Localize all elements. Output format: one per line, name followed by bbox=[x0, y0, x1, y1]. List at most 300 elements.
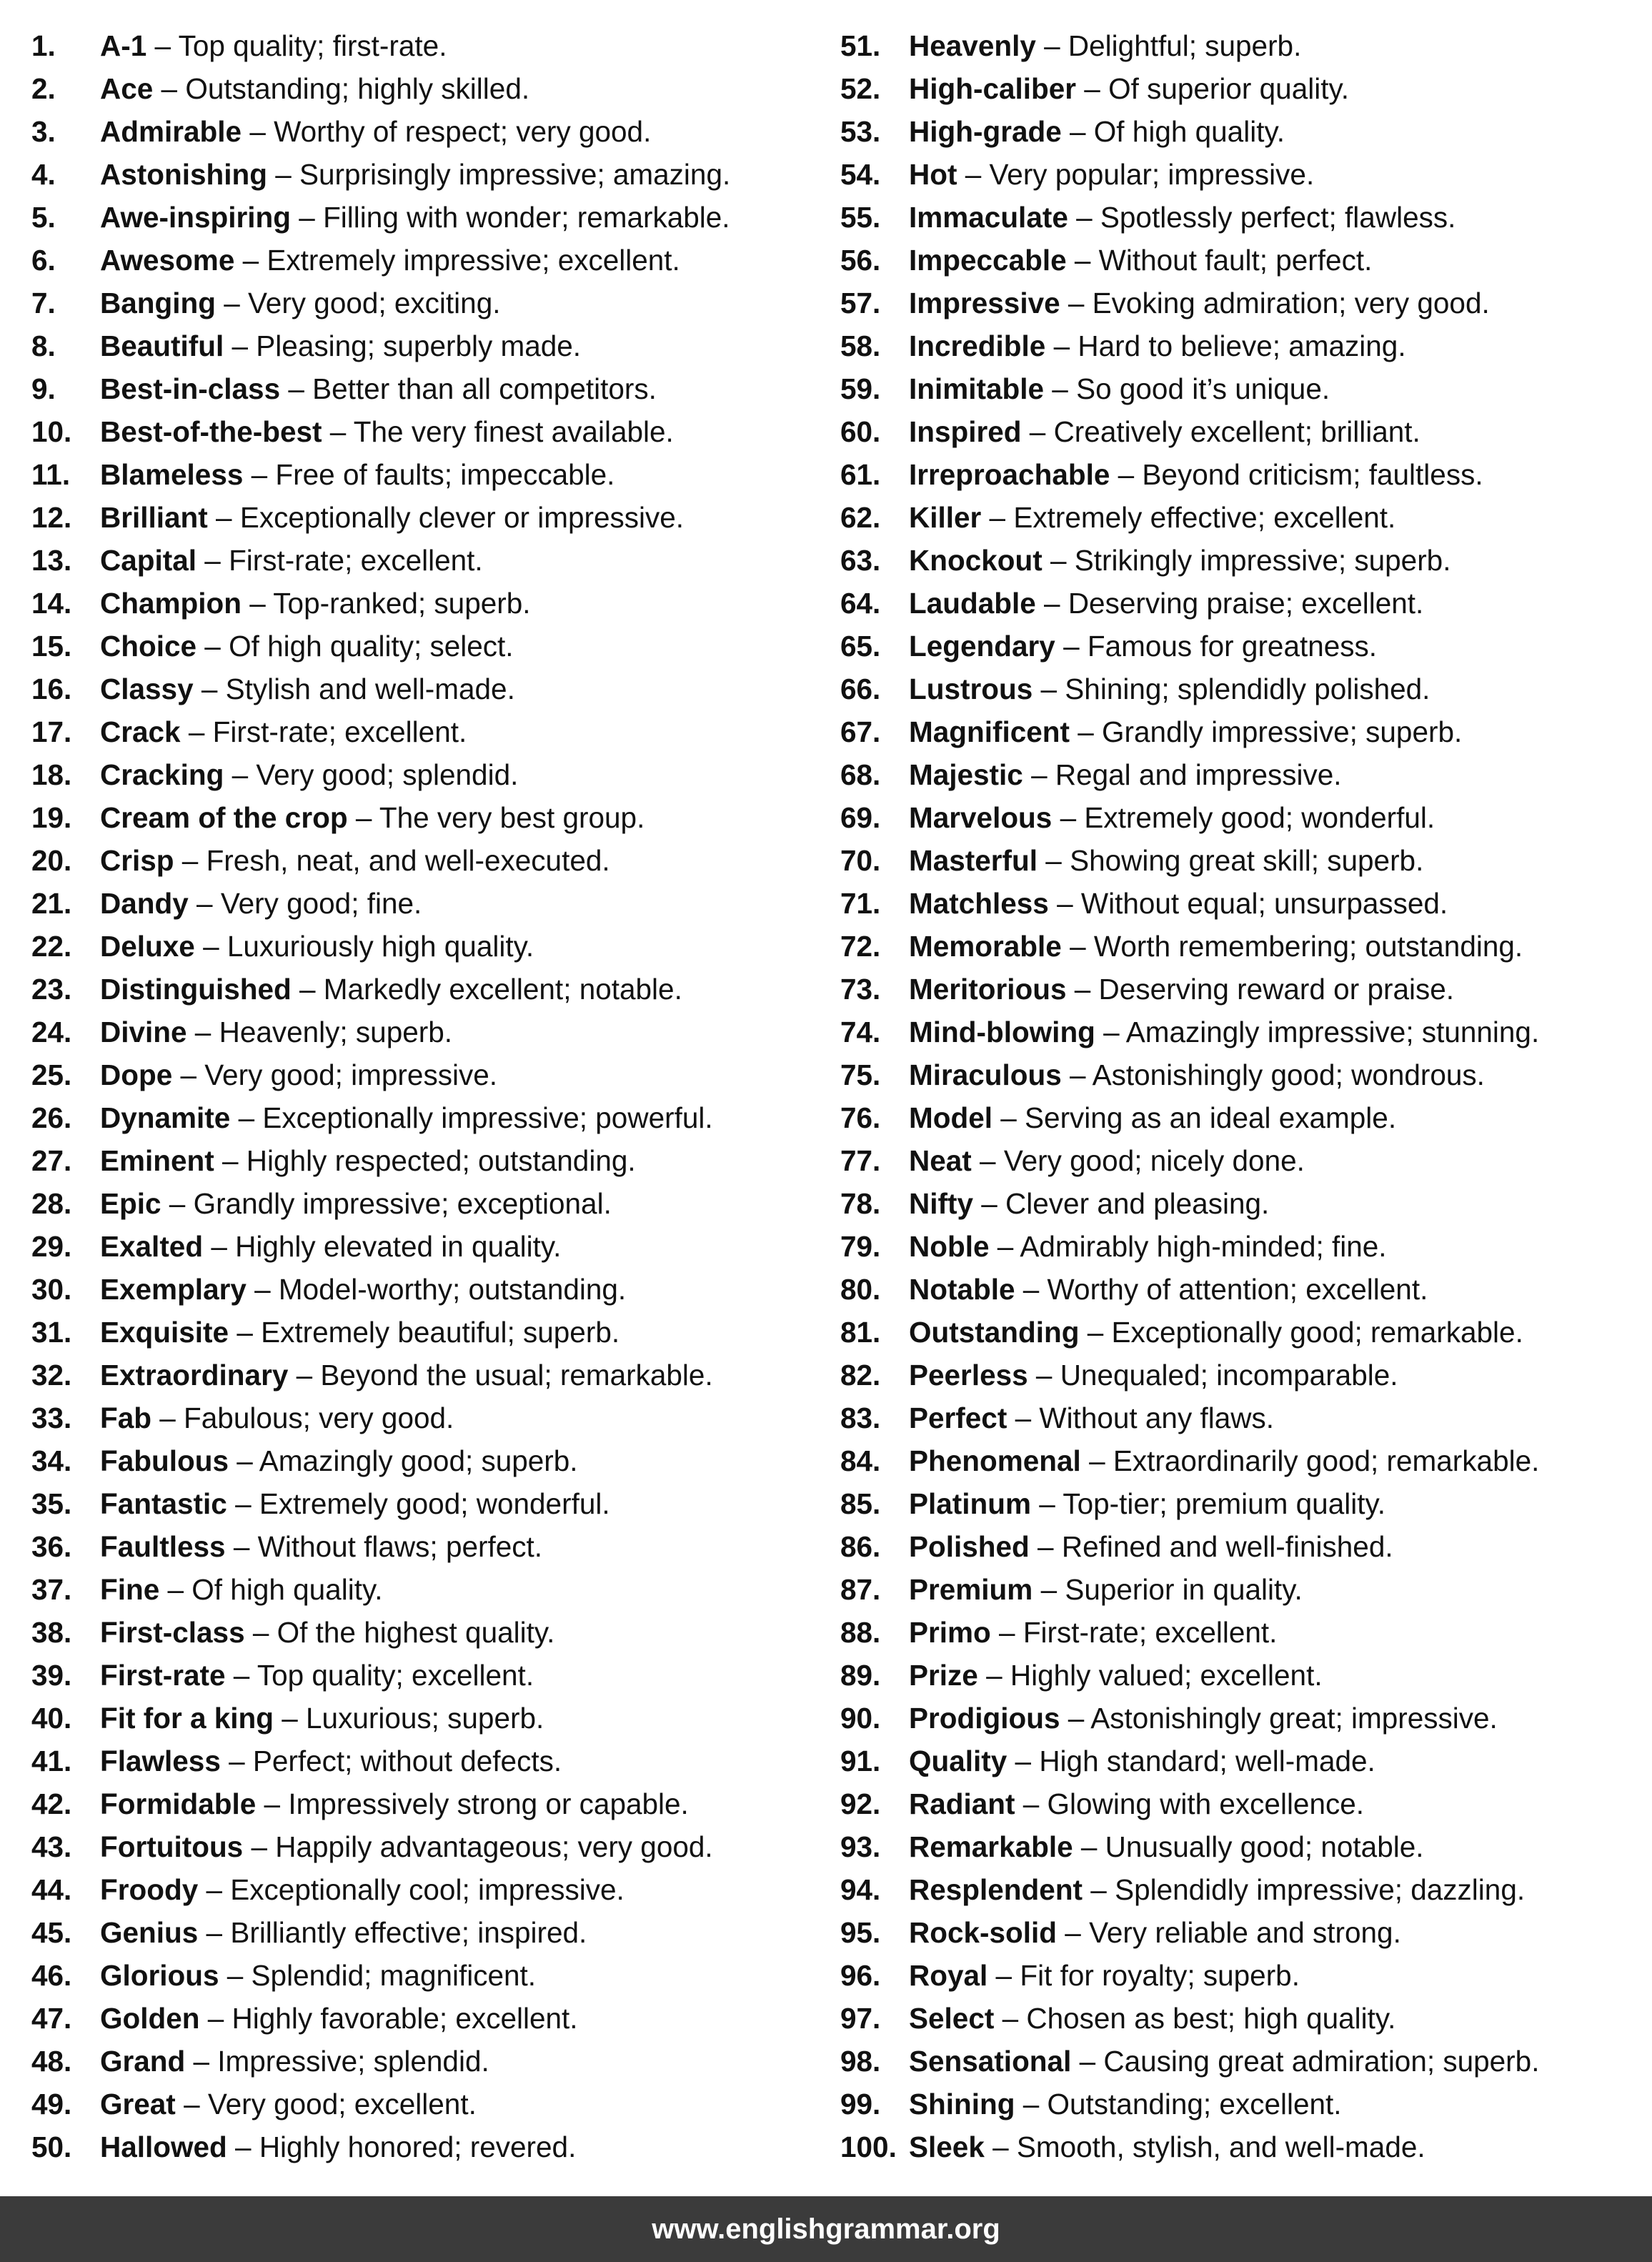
item-definition: Delightful; superb. bbox=[1068, 29, 1302, 62]
item-number: 22. bbox=[31, 930, 72, 963]
item-definition: Stylish and well-made. bbox=[225, 673, 515, 705]
item-word: Memorable bbox=[909, 930, 1062, 963]
item-definition: Top quality; excellent. bbox=[257, 1659, 534, 1692]
item-separator: – bbox=[193, 673, 226, 705]
item-definition: Highly valued; excellent. bbox=[1010, 1659, 1323, 1692]
item-definition: Top quality; first-rate. bbox=[178, 29, 447, 62]
item-separator: – bbox=[243, 1830, 276, 1863]
item-word: Faultless bbox=[100, 1530, 226, 1563]
item-word: Awesome bbox=[100, 244, 235, 277]
item-separator: – bbox=[957, 158, 990, 191]
list-item bbox=[840, 2083, 1641, 2125]
item-word: Choice bbox=[100, 630, 197, 663]
item-definition: Exceptionally cool; impressive. bbox=[230, 1873, 625, 1906]
item-separator: – bbox=[153, 72, 186, 105]
list-item bbox=[840, 1268, 1641, 1311]
item-number: 44. bbox=[31, 1873, 72, 1906]
item-word: Ace bbox=[100, 72, 154, 105]
item-separator: – bbox=[1068, 201, 1100, 234]
item-separator: – bbox=[1110, 458, 1143, 491]
list-item bbox=[840, 2040, 1641, 2083]
item-number: 57. bbox=[840, 287, 881, 319]
list-item bbox=[31, 282, 803, 324]
list-item bbox=[840, 1697, 1641, 1740]
item-separator: – bbox=[229, 1316, 262, 1349]
list-item bbox=[840, 239, 1641, 282]
list-item bbox=[840, 1182, 1641, 1225]
item-definition: Outstanding; excellent. bbox=[1047, 2088, 1342, 2120]
item-separator: – bbox=[194, 930, 227, 963]
item-number: 99. bbox=[840, 2088, 881, 2120]
item-number: 71. bbox=[840, 887, 881, 920]
item-separator: – bbox=[196, 630, 229, 663]
item-definition: Smooth, stylish, and well-made. bbox=[1016, 2130, 1425, 2163]
item-word: Select bbox=[909, 2002, 995, 2035]
item-number: 14. bbox=[31, 587, 72, 620]
list-item bbox=[840, 282, 1641, 324]
item-number: 31. bbox=[31, 1316, 72, 1349]
item-number: 11. bbox=[31, 458, 71, 491]
item-definition: Happily advantageous; very good. bbox=[275, 1830, 713, 1863]
item-number: 60. bbox=[840, 415, 881, 448]
item-number: 15. bbox=[31, 630, 72, 663]
item-word: Cracking bbox=[100, 758, 224, 791]
item-number: 51. bbox=[840, 29, 881, 62]
item-number: 54. bbox=[840, 158, 881, 191]
item-separator: – bbox=[227, 1487, 259, 1520]
list-item bbox=[840, 796, 1641, 839]
item-number: 87. bbox=[840, 1573, 881, 1606]
item-word: Immaculate bbox=[909, 201, 1068, 234]
item-word: Notable bbox=[909, 1273, 1015, 1306]
item-word: Dandy bbox=[100, 887, 189, 920]
item-separator: – bbox=[291, 973, 324, 1006]
item-number: 75. bbox=[840, 1058, 881, 1091]
list-item bbox=[31, 1782, 803, 1825]
item-word: Noble bbox=[909, 1230, 990, 1263]
item-definition: Without fault; perfect. bbox=[1098, 244, 1373, 277]
item-definition: Free of faults; impeccable. bbox=[275, 458, 615, 491]
item-definition: Model-worthy; outstanding. bbox=[278, 1273, 627, 1306]
item-number: 74. bbox=[840, 1016, 881, 1048]
list-item bbox=[840, 1525, 1641, 1568]
item-definition: High standard; well-made. bbox=[1039, 1745, 1375, 1777]
item-number: 26. bbox=[31, 1101, 72, 1134]
list-item bbox=[840, 839, 1641, 882]
list-item bbox=[840, 1568, 1641, 1611]
item-number: 17. bbox=[31, 715, 72, 748]
item-number: 29. bbox=[31, 1230, 72, 1263]
list-item bbox=[31, 1268, 803, 1311]
item-word: Exquisite bbox=[100, 1316, 229, 1349]
item-definition: Showing great skill; superb. bbox=[1070, 844, 1424, 877]
item-separator: – bbox=[229, 1444, 259, 1477]
item-separator: – bbox=[198, 1873, 231, 1906]
word-list-left-column bbox=[31, 24, 803, 2168]
item-separator: – bbox=[1061, 115, 1094, 148]
item-word: First-class bbox=[100, 1616, 245, 1649]
item-definition: Pleasing; superbly made. bbox=[256, 329, 582, 362]
item-definition: Top-ranked; superb. bbox=[273, 587, 531, 620]
item-separator: – bbox=[1055, 630, 1088, 663]
item-definition: Very good; excellent. bbox=[207, 2088, 477, 2120]
list-item bbox=[31, 196, 803, 239]
item-number: 95. bbox=[840, 1916, 881, 1949]
item-word: Formidable bbox=[100, 1787, 257, 1820]
item-separator: – bbox=[1095, 1016, 1126, 1048]
list-item bbox=[840, 1825, 1641, 1868]
item-number: 81. bbox=[840, 1316, 881, 1349]
item-word: Fantastic bbox=[100, 1487, 227, 1520]
item-definition: Worthy of attention; excellent. bbox=[1047, 1273, 1428, 1306]
item-separator: – bbox=[1080, 1444, 1113, 1477]
item-separator: – bbox=[242, 115, 274, 148]
item-definition: Grandly impressive; exceptional. bbox=[193, 1187, 612, 1220]
item-separator: – bbox=[1042, 544, 1075, 577]
item-number: 67. bbox=[840, 715, 881, 748]
item-separator: – bbox=[267, 158, 300, 191]
item-definition: Highly favorable; excellent. bbox=[232, 2002, 578, 2035]
item-word: Astonishing bbox=[100, 158, 267, 191]
list-item bbox=[31, 710, 803, 753]
list-item bbox=[31, 1311, 803, 1354]
item-number: 43. bbox=[31, 1830, 72, 1863]
item-number: 2. bbox=[31, 72, 56, 105]
item-separator: – bbox=[225, 1659, 257, 1692]
list-item bbox=[840, 196, 1641, 239]
list-item bbox=[840, 1354, 1641, 1397]
item-separator: – bbox=[1071, 2045, 1104, 2078]
item-separator: – bbox=[1035, 29, 1068, 62]
item-separator: – bbox=[225, 1530, 258, 1563]
footer-bar bbox=[0, 2196, 1652, 2262]
item-number: 52. bbox=[840, 72, 881, 105]
item-word: Nifty bbox=[909, 1187, 973, 1220]
item-number: 92. bbox=[840, 1787, 881, 1820]
item-definition: The very finest available. bbox=[353, 415, 674, 448]
item-word: Fit for a king bbox=[100, 1702, 274, 1735]
list-item bbox=[31, 582, 803, 625]
item-number: 6. bbox=[31, 244, 56, 277]
item-separator: – bbox=[224, 329, 257, 362]
item-definition: Very reliable and strong. bbox=[1089, 1916, 1401, 1949]
list-item bbox=[31, 796, 803, 839]
item-definition: Extremely effective; excellent. bbox=[1013, 501, 1396, 534]
item-number: 45. bbox=[31, 1916, 72, 1949]
item-definition: Fabulous; very good. bbox=[184, 1402, 454, 1434]
item-word: Prodigious bbox=[909, 1702, 1060, 1735]
item-separator: – bbox=[1066, 244, 1099, 277]
list-item bbox=[31, 410, 803, 453]
item-separator: – bbox=[1052, 801, 1085, 834]
item-word: Fab bbox=[100, 1402, 152, 1434]
list-item bbox=[840, 1868, 1641, 1911]
item-definition: Filling with wonder; remarkable. bbox=[323, 201, 730, 234]
list-item bbox=[840, 67, 1641, 110]
item-number: 13. bbox=[31, 544, 72, 577]
list-item bbox=[31, 753, 803, 796]
item-definition: Without flaws; perfect. bbox=[257, 1530, 543, 1563]
item-word: First-rate bbox=[100, 1659, 226, 1692]
item-separator: – bbox=[172, 1058, 205, 1091]
item-separator: – bbox=[198, 1916, 231, 1949]
item-word: Remarkable bbox=[909, 1830, 1073, 1863]
item-definition: Exceptionally impressive; powerful. bbox=[262, 1101, 713, 1134]
item-number: 16. bbox=[31, 673, 72, 705]
item-definition: Causing great admiration; superb. bbox=[1103, 2045, 1540, 2078]
item-definition: Markedly excellent; notable. bbox=[323, 973, 682, 1006]
item-word: Laudable bbox=[909, 587, 1036, 620]
item-word: Killer bbox=[909, 501, 982, 534]
item-number: 18. bbox=[31, 758, 72, 791]
item-separator: – bbox=[347, 801, 379, 834]
item-word: Banging bbox=[100, 287, 216, 319]
item-separator: – bbox=[1061, 930, 1094, 963]
item-word: Lustrous bbox=[909, 673, 1033, 705]
list-item bbox=[840, 1439, 1641, 1482]
list-item bbox=[840, 1139, 1641, 1182]
item-definition: Very good; splendid. bbox=[256, 758, 519, 791]
item-number: 39. bbox=[31, 1659, 72, 1692]
item-separator: – bbox=[234, 244, 267, 277]
list-item bbox=[31, 1096, 803, 1139]
item-word: Mind-blowing bbox=[909, 1016, 1095, 1048]
item-word: Awe-inspiring bbox=[100, 201, 292, 234]
item-definition: Chosen as best; high quality. bbox=[1026, 2002, 1396, 2035]
item-word: Hallowed bbox=[100, 2130, 227, 2163]
item-number: 93. bbox=[840, 1830, 881, 1863]
item-number: 82. bbox=[840, 1359, 881, 1392]
list-item bbox=[31, 153, 803, 196]
item-word: Froody bbox=[100, 1873, 199, 1906]
list-item bbox=[840, 1997, 1641, 2040]
item-separator: – bbox=[246, 1273, 279, 1306]
item-separator: – bbox=[1070, 715, 1103, 748]
item-number: 70. bbox=[840, 844, 881, 877]
item-number: 77. bbox=[840, 1144, 881, 1177]
item-definition: Without equal; unsurpassed. bbox=[1080, 887, 1448, 920]
item-number: 62. bbox=[840, 501, 881, 534]
list-item bbox=[31, 968, 803, 1011]
list-item bbox=[840, 1482, 1641, 1525]
list-item bbox=[31, 1611, 803, 1654]
list-item bbox=[31, 2040, 803, 2083]
item-number: 64. bbox=[840, 587, 881, 620]
item-word: Heavenly bbox=[909, 29, 1036, 62]
list-item bbox=[31, 1011, 803, 1053]
item-number: 66. bbox=[840, 673, 881, 705]
item-separator: – bbox=[1022, 758, 1055, 791]
item-number: 28. bbox=[31, 1187, 72, 1220]
item-number: 91. bbox=[840, 1745, 881, 1777]
item-separator: – bbox=[990, 1616, 1023, 1649]
item-definition: Extremely good; wonderful. bbox=[1084, 801, 1435, 834]
item-word: Brilliant bbox=[100, 501, 208, 534]
item-number: 35. bbox=[31, 1487, 72, 1520]
item-word: Best-in-class bbox=[100, 372, 281, 405]
item-definition: Worth remembering; outstanding. bbox=[1093, 930, 1523, 963]
item-separator: – bbox=[1015, 2088, 1048, 2120]
item-number: 27. bbox=[31, 1144, 72, 1177]
item-separator: – bbox=[994, 2002, 1027, 2035]
item-separator: – bbox=[1015, 1787, 1048, 1820]
list-item bbox=[840, 539, 1641, 582]
list-item bbox=[31, 1053, 803, 1096]
item-definition: Top-tier; premium quality. bbox=[1063, 1487, 1385, 1520]
item-word: Sensational bbox=[909, 2045, 1072, 2078]
item-word: Perfect bbox=[909, 1402, 1007, 1434]
list-item bbox=[31, 1868, 803, 1911]
list-item bbox=[31, 453, 803, 496]
list-item bbox=[840, 925, 1641, 968]
item-number: 3. bbox=[31, 115, 56, 148]
item-definition: Impressive; splendid. bbox=[217, 2045, 489, 2078]
item-separator: – bbox=[987, 1959, 1020, 1992]
item-separator: – bbox=[984, 2130, 1017, 2163]
item-word: Golden bbox=[100, 2002, 200, 2035]
item-number: 47. bbox=[31, 2002, 72, 2035]
list-item bbox=[31, 539, 803, 582]
item-definition: Splendid; magnificent. bbox=[251, 1959, 537, 1992]
item-number: 36. bbox=[31, 1530, 72, 1563]
item-number: 100. bbox=[840, 2130, 897, 2163]
item-definition: Glowing with excellence. bbox=[1047, 1787, 1365, 1820]
item-word: Dynamite bbox=[100, 1101, 231, 1134]
item-number: 37. bbox=[31, 1573, 72, 1606]
item-definition: Highly respected; outstanding. bbox=[246, 1144, 636, 1177]
list-item bbox=[840, 410, 1641, 453]
item-separator: – bbox=[188, 887, 221, 920]
list-item bbox=[840, 1911, 1641, 1954]
item-separator: – bbox=[1076, 72, 1109, 105]
item-number: 50. bbox=[31, 2130, 72, 2163]
item-definition: Fresh, neat, and well-executed. bbox=[206, 844, 610, 877]
item-number: 88. bbox=[840, 1616, 881, 1649]
item-number: 83. bbox=[840, 1402, 881, 1434]
item-number: 10. bbox=[31, 415, 72, 448]
item-definition: Astonishingly good; wondrous. bbox=[1092, 1058, 1485, 1091]
item-definition: Refined and well-finished. bbox=[1061, 1530, 1393, 1563]
item-word: Beautiful bbox=[100, 329, 224, 362]
item-word: Incredible bbox=[909, 329, 1046, 362]
item-separator: – bbox=[174, 844, 206, 877]
item-separator: – bbox=[199, 2002, 232, 2035]
item-definition: Of high quality; select. bbox=[229, 630, 514, 663]
item-separator: – bbox=[981, 501, 1014, 534]
item-number: 80. bbox=[840, 1273, 881, 1306]
item-definition: Spotlessly perfect; flawless. bbox=[1100, 201, 1456, 234]
item-separator: – bbox=[159, 1573, 192, 1606]
list-item bbox=[840, 2125, 1641, 2168]
list-item bbox=[31, 2083, 803, 2125]
list-item bbox=[31, 625, 803, 668]
item-number: 24. bbox=[31, 1016, 72, 1048]
item-word: Shining bbox=[909, 2088, 1015, 2120]
list-item bbox=[840, 24, 1641, 67]
list-item bbox=[31, 925, 803, 968]
item-definition: Unusually good; notable. bbox=[1105, 1830, 1424, 1863]
item-definition: Impressively strong or capable. bbox=[288, 1787, 689, 1820]
item-separator: – bbox=[288, 1359, 321, 1392]
item-separator: – bbox=[207, 501, 240, 534]
item-separator: – bbox=[1073, 1830, 1105, 1863]
list-item bbox=[840, 1397, 1641, 1439]
item-word: High-grade bbox=[909, 115, 1062, 148]
list-item bbox=[31, 2125, 803, 2168]
item-word: Fabulous bbox=[100, 1444, 229, 1477]
item-definition: Regal and impressive. bbox=[1055, 758, 1342, 791]
item-separator: – bbox=[185, 2045, 218, 2078]
list-item bbox=[31, 1954, 803, 1997]
list-item bbox=[840, 625, 1641, 668]
item-separator: – bbox=[1060, 1702, 1091, 1735]
item-word: Quality bbox=[909, 1745, 1007, 1777]
item-definition: Clever and pleasing. bbox=[1005, 1187, 1270, 1220]
list-item bbox=[31, 1397, 803, 1439]
item-separator: – bbox=[242, 587, 274, 620]
item-separator: – bbox=[1066, 973, 1099, 1006]
item-definition: Very popular; impressive. bbox=[989, 158, 1315, 191]
list-item bbox=[31, 1568, 803, 1611]
list-item bbox=[840, 1611, 1641, 1654]
item-number: 5. bbox=[31, 201, 56, 234]
list-item bbox=[31, 1225, 803, 1268]
item-word: Epic bbox=[100, 1187, 161, 1220]
item-word: Deluxe bbox=[100, 930, 195, 963]
item-number: 85. bbox=[840, 1487, 881, 1520]
item-number: 72. bbox=[840, 930, 881, 963]
item-number: 40. bbox=[31, 1702, 72, 1735]
item-separator: – bbox=[977, 1659, 1010, 1692]
item-word: Magnificent bbox=[909, 715, 1070, 748]
list-item bbox=[840, 153, 1641, 196]
item-separator: – bbox=[1007, 1745, 1040, 1777]
list-item bbox=[31, 1911, 803, 1954]
item-separator: – bbox=[1027, 1359, 1060, 1392]
item-number: 12. bbox=[31, 501, 72, 534]
item-definition: Outstanding; highly skilled. bbox=[185, 72, 530, 105]
item-separator: – bbox=[146, 29, 179, 62]
item-separator: – bbox=[161, 1187, 194, 1220]
item-separator: – bbox=[1007, 1402, 1040, 1434]
item-number: 23. bbox=[31, 973, 72, 1006]
item-definition: Splendidly impressive; dazzling. bbox=[1115, 1873, 1526, 1906]
item-word: Resplendent bbox=[909, 1873, 1083, 1906]
list-item bbox=[840, 1096, 1641, 1139]
item-number: 98. bbox=[840, 2045, 881, 2078]
item-word: Inimitable bbox=[909, 372, 1045, 405]
item-word: Exemplary bbox=[100, 1273, 247, 1306]
item-word: Crack bbox=[100, 715, 181, 748]
item-separator: – bbox=[1029, 1530, 1062, 1563]
list-item bbox=[31, 1439, 803, 1482]
item-definition: Surprisingly impressive; amazing. bbox=[299, 158, 731, 191]
item-definition: Of the highest quality. bbox=[277, 1616, 555, 1649]
item-separator: – bbox=[180, 715, 213, 748]
item-separator: – bbox=[186, 1016, 219, 1048]
list-item bbox=[31, 239, 803, 282]
list-item bbox=[31, 67, 803, 110]
item-number: 58. bbox=[840, 329, 881, 362]
item-word: Irreproachable bbox=[909, 458, 1110, 491]
item-separator: – bbox=[256, 1787, 289, 1820]
item-separator: – bbox=[244, 1616, 277, 1649]
item-word: Model bbox=[909, 1101, 992, 1134]
item-definition: Highly honored; revered. bbox=[259, 2130, 577, 2163]
item-number: 96. bbox=[840, 1959, 881, 1992]
item-word: Extraordinary bbox=[100, 1359, 289, 1392]
item-definition: Serving as an ideal example. bbox=[1025, 1101, 1397, 1134]
